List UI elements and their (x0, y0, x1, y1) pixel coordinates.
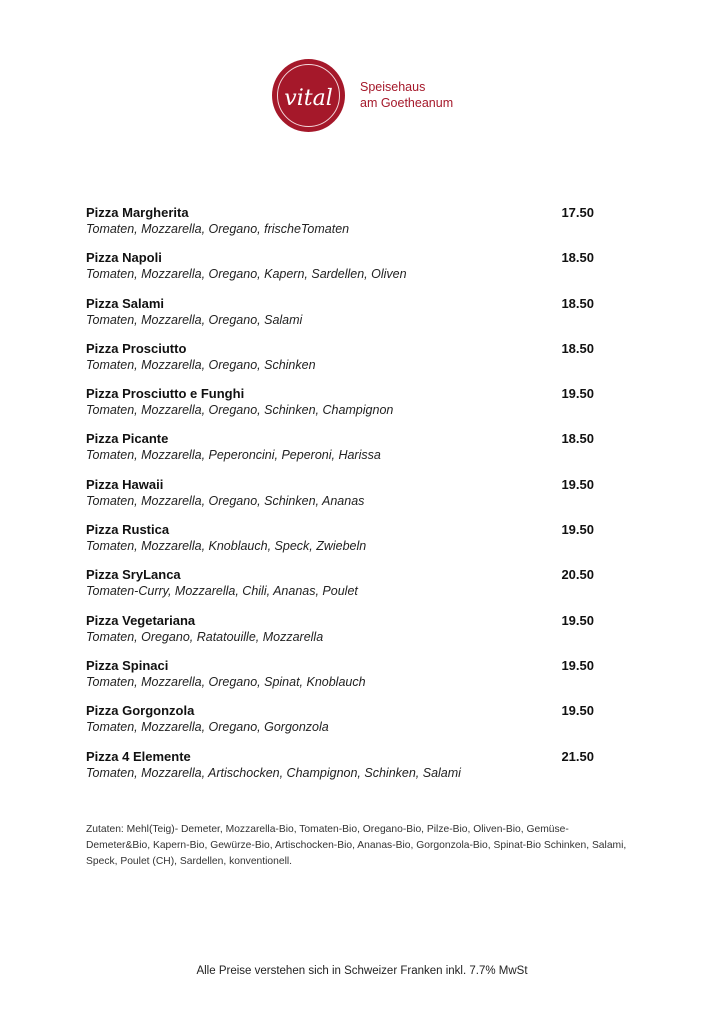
item-price: 21.50 (561, 748, 594, 764)
item-price: 17.50 (561, 205, 594, 220)
ingredients-note: Zutaten: Mehl(Teig)- Demeter, Mozzarella-Bio, Tomaten-Bio, Oregano-Bio, Pilze-Bio, Oliven-Bio, Gemüse-Demeter&Bio, Kapern-Bio, Gewürze-Bio, Artischocken-Bio, Ananas-Bio, Gorgonzola-Bio, Spinat-Bio Schinken, Salami, Speck, Poulet (CH), Sardellen, konventionell. (86, 824, 627, 867)
pizza-menu (86, 204, 596, 793)
brand-line-2: am Goetheanum (360, 96, 454, 110)
item-price: 19.50 (561, 386, 594, 402)
menu-item (86, 612, 596, 657)
item-name: Pizza SryLanca (86, 567, 181, 583)
item-description: Tomaten, Mozzarella, Oregano, Gorgonzola (86, 720, 329, 735)
item-price: 19.50 (561, 612, 594, 628)
menu-item (86, 748, 596, 793)
menu-item (86, 521, 596, 566)
item-name: Pizza Gorgonzola (86, 703, 195, 719)
brand-line-1: Speisehaus (360, 80, 426, 94)
item-description: Tomaten, Mozzarella, Artischocken, Champignon, Schinken, Salami (86, 765, 461, 780)
item-price: 18.50 (561, 340, 594, 356)
item-name: Pizza Salami (86, 295, 165, 311)
item-price: 19.50 (561, 657, 594, 673)
item-name: Pizza 4 Elemente (86, 748, 191, 764)
menu-item (86, 249, 596, 294)
item-price: 18.50 (561, 295, 594, 311)
item-name: Pizza Margherita (86, 205, 189, 220)
menu-item (86, 430, 596, 475)
item-description: Tomaten-Curry, Mozzarella, Chili, Ananas, Poulet (86, 584, 358, 599)
item-name: Pizza Picante (86, 431, 169, 447)
item-description: Tomaten, Mozzarella, Oregano, Spinat, Knoblauch (86, 674, 366, 689)
item-description: Tomaten, Mozzarella, Oregano, Schinken, Champignon (86, 403, 394, 418)
item-name: Pizza Rustica (86, 522, 170, 538)
item-price: 20.50 (561, 567, 594, 583)
item-description: Tomaten, Mozzarella, Oregano, Salami (86, 312, 303, 327)
item-name: Pizza Hawaii (86, 476, 164, 492)
vital-logo-seal (272, 59, 345, 132)
item-price: 19.50 (561, 476, 594, 492)
menu-item (86, 702, 596, 747)
item-description: Tomaten, Mozzarella, Peperoncini, Peperoni, Harissa (86, 448, 381, 463)
item-name: Pizza Napoli (86, 250, 162, 266)
item-name: Pizza Spinaci (86, 657, 169, 673)
menu-item (86, 385, 596, 430)
item-price: 19.50 (561, 522, 594, 538)
item-description: Tomaten, Mozzarella, Oregano, frischeTomaten (86, 222, 350, 236)
item-name: Pizza Prosciutto (86, 340, 187, 356)
brand-name (360, 79, 453, 111)
item-name: Pizza Vegetariana (86, 612, 196, 628)
item-description: Tomaten, Mozzarella, Oregano, Kapern, Sardellen, Oliven (86, 267, 407, 282)
svg-text:vital: vital (284, 86, 333, 111)
menu-item (86, 340, 596, 385)
menu-item (86, 476, 596, 521)
menu-item (86, 204, 596, 249)
item-price: 19.50 (561, 703, 594, 719)
item-description: Tomaten, Mozzarella, Knoblauch, Speck, Zwiebeln (86, 539, 367, 554)
item-name: Pizza Prosciutto e Funghi (86, 386, 245, 402)
price-footer: Alle Preise verstehen sich in Schweizer Franken inkl. 7.7% MwSt (196, 965, 528, 977)
menu-item (86, 657, 596, 702)
item-description: Tomaten, Mozzarella, Oregano, Schinken, Ananas (86, 493, 365, 508)
restaurant-logo (272, 59, 572, 134)
menu-item (86, 295, 596, 340)
item-price: 18.50 (561, 250, 594, 266)
item-description: Tomaten, Mozzarella, Oregano, Schinken (86, 357, 316, 372)
item-price: 18.50 (561, 431, 594, 447)
item-description: Tomaten, Oregano, Ratatouille, Mozzarella (86, 629, 324, 644)
menu-item (86, 566, 596, 611)
